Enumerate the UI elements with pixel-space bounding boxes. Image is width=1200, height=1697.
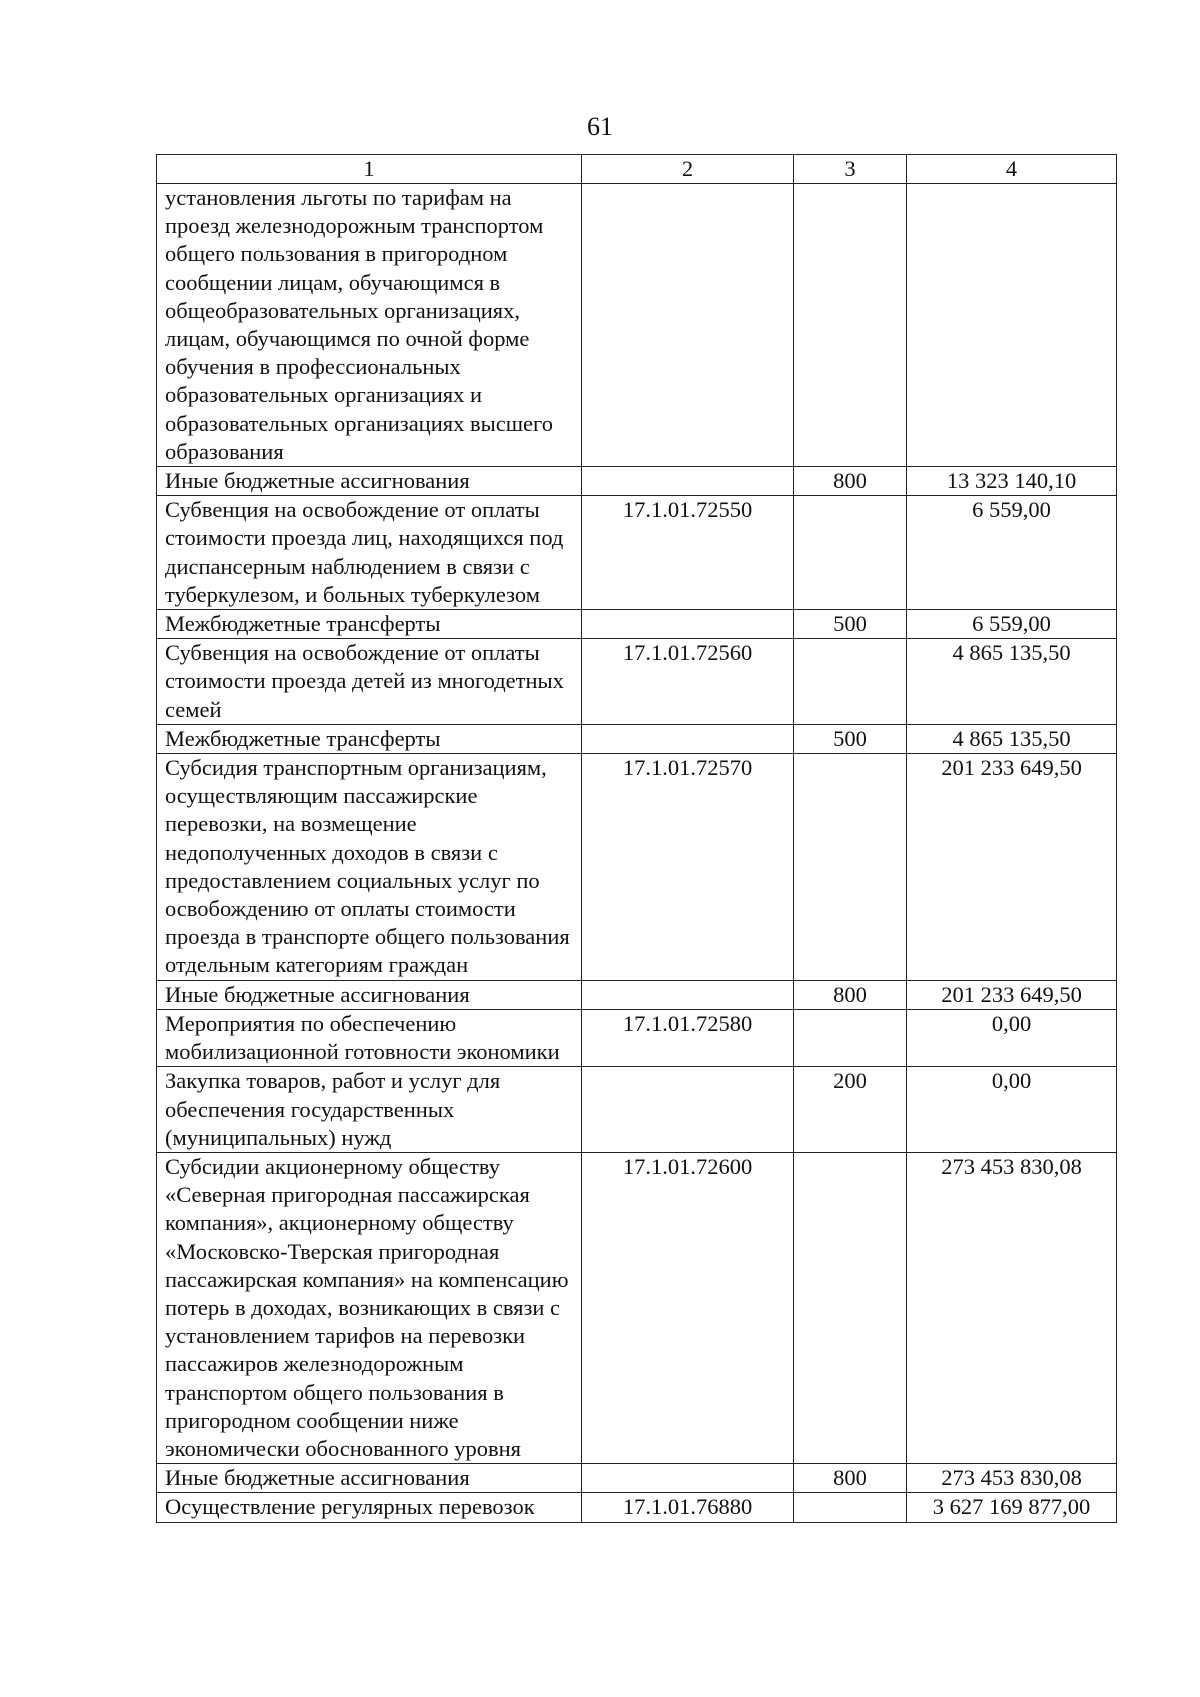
row-sum: 6 559,00	[907, 496, 1117, 610]
row-sum: 4 865 135,50	[907, 639, 1117, 725]
row-type: 500	[794, 610, 907, 639]
row-sum: 3 627 169 877,00	[907, 1493, 1117, 1522]
row-code: 17.1.01.72570	[582, 754, 794, 981]
header-row	[157, 155, 1117, 184]
table-row	[157, 496, 1117, 610]
row-code: 17.1.01.72600	[582, 1152, 794, 1463]
table-row	[157, 724, 1117, 753]
row-type: 800	[794, 467, 907, 496]
row-code: 17.1.01.72580	[582, 1009, 794, 1066]
row-name: Мероприятия по обеспечению мобилизационной готовности экономики	[157, 1009, 582, 1066]
row-sum: 273 453 830,08	[907, 1464, 1117, 1493]
table-row	[157, 1464, 1117, 1493]
row-code	[582, 724, 794, 753]
row-code	[582, 1067, 794, 1153]
table-row	[157, 639, 1117, 725]
page-number: 61	[587, 112, 613, 141]
col-header-3: 3	[794, 155, 907, 184]
row-name: Субвенция на освобождение от оплаты стоимости проезда лиц, находящихся под диспансерным наблюдением в связи с туберкулезом, и больных туберкулезом	[157, 496, 582, 610]
row-code	[582, 980, 794, 1009]
col-header-2: 2	[582, 155, 794, 184]
col-header-4: 4	[907, 155, 1117, 184]
row-name: Субсидии акционерному обществу «Северная пригородная пассажирская компания», акционерному обществу «Московско-Тверская пригородная пассажирская компания» на компенсацию потерь в доходах, возникающих в связи с установлением тарифов на перевозки пассажиров железнодорожным транспортом общего пользования в пригородном сообщении ниже экономически обоснованного уровня	[157, 1152, 582, 1463]
table-row	[157, 1009, 1117, 1066]
row-code	[582, 467, 794, 496]
row-name: Субсидия транспортным организациям, осуществляющим пассажирские перевозки, на возмещение недополученных доходов в связи с предоставлением социальных услуг по освобождению от оплаты стоимости проезда в транспорте общего пользования отдельным категориям граждан	[157, 754, 582, 981]
row-name: Осуществление регулярных перевозок	[157, 1493, 582, 1522]
col-header-1: 1	[157, 155, 582, 184]
row-name: Межбюджетные трансферты	[157, 724, 582, 753]
row-name: Субвенция на освобождение от оплаты стоимости проезда детей из многодетных семей	[157, 639, 582, 725]
row-type: 800	[794, 980, 907, 1009]
row-type	[794, 1493, 907, 1522]
row-type: 800	[794, 1464, 907, 1493]
table-row	[157, 1493, 1117, 1522]
table-row	[157, 610, 1117, 639]
row-name: Закупка товаров, работ и услуг для обеспечения государственных (муниципальных) нужд	[157, 1067, 582, 1153]
table-row	[157, 1067, 1117, 1153]
row-code	[582, 610, 794, 639]
row-name: установления льготы по тарифам на проезд железнодорожным транспортом общего пользования в пригородном сообщении лицам, обучающимся в общеобразовательных организациях, лицам, обучающимся по очной форме обучения в профессиональных образовательных организациях и образовательных организациях высшего образования	[157, 184, 582, 467]
row-type	[794, 639, 907, 725]
budget-table	[156, 154, 1117, 1523]
row-sum: 201 233 649,50	[907, 980, 1117, 1009]
row-type	[794, 496, 907, 610]
row-type	[794, 754, 907, 981]
row-type: 200	[794, 1067, 907, 1153]
row-sum: 201 233 649,50	[907, 754, 1117, 981]
row-sum: 6 559,00	[907, 610, 1117, 639]
row-sum	[907, 184, 1117, 467]
row-type	[794, 184, 907, 467]
row-sum: 13 323 140,10	[907, 467, 1117, 496]
table-row	[157, 980, 1117, 1009]
row-type	[794, 1152, 907, 1463]
row-type	[794, 1009, 907, 1066]
row-name: Иные бюджетные ассигнования	[157, 1464, 582, 1493]
table-row	[157, 467, 1117, 496]
table-row	[157, 754, 1117, 981]
row-code	[582, 1464, 794, 1493]
row-code: 17.1.01.72560	[582, 639, 794, 725]
row-code: 17.1.01.76880	[582, 1493, 794, 1522]
row-sum: 273 453 830,08	[907, 1152, 1117, 1463]
row-type: 500	[794, 724, 907, 753]
row-code: 17.1.01.72550	[582, 496, 794, 610]
table-row	[157, 1152, 1117, 1463]
row-name: Иные бюджетные ассигнования	[157, 467, 582, 496]
row-sum: 0,00	[907, 1009, 1117, 1066]
row-sum: 0,00	[907, 1067, 1117, 1153]
table-row	[157, 184, 1117, 467]
row-name: Межбюджетные трансферты	[157, 610, 582, 639]
row-name: Иные бюджетные ассигнования	[157, 980, 582, 1009]
row-code	[582, 184, 794, 467]
row-sum: 4 865 135,50	[907, 724, 1117, 753]
